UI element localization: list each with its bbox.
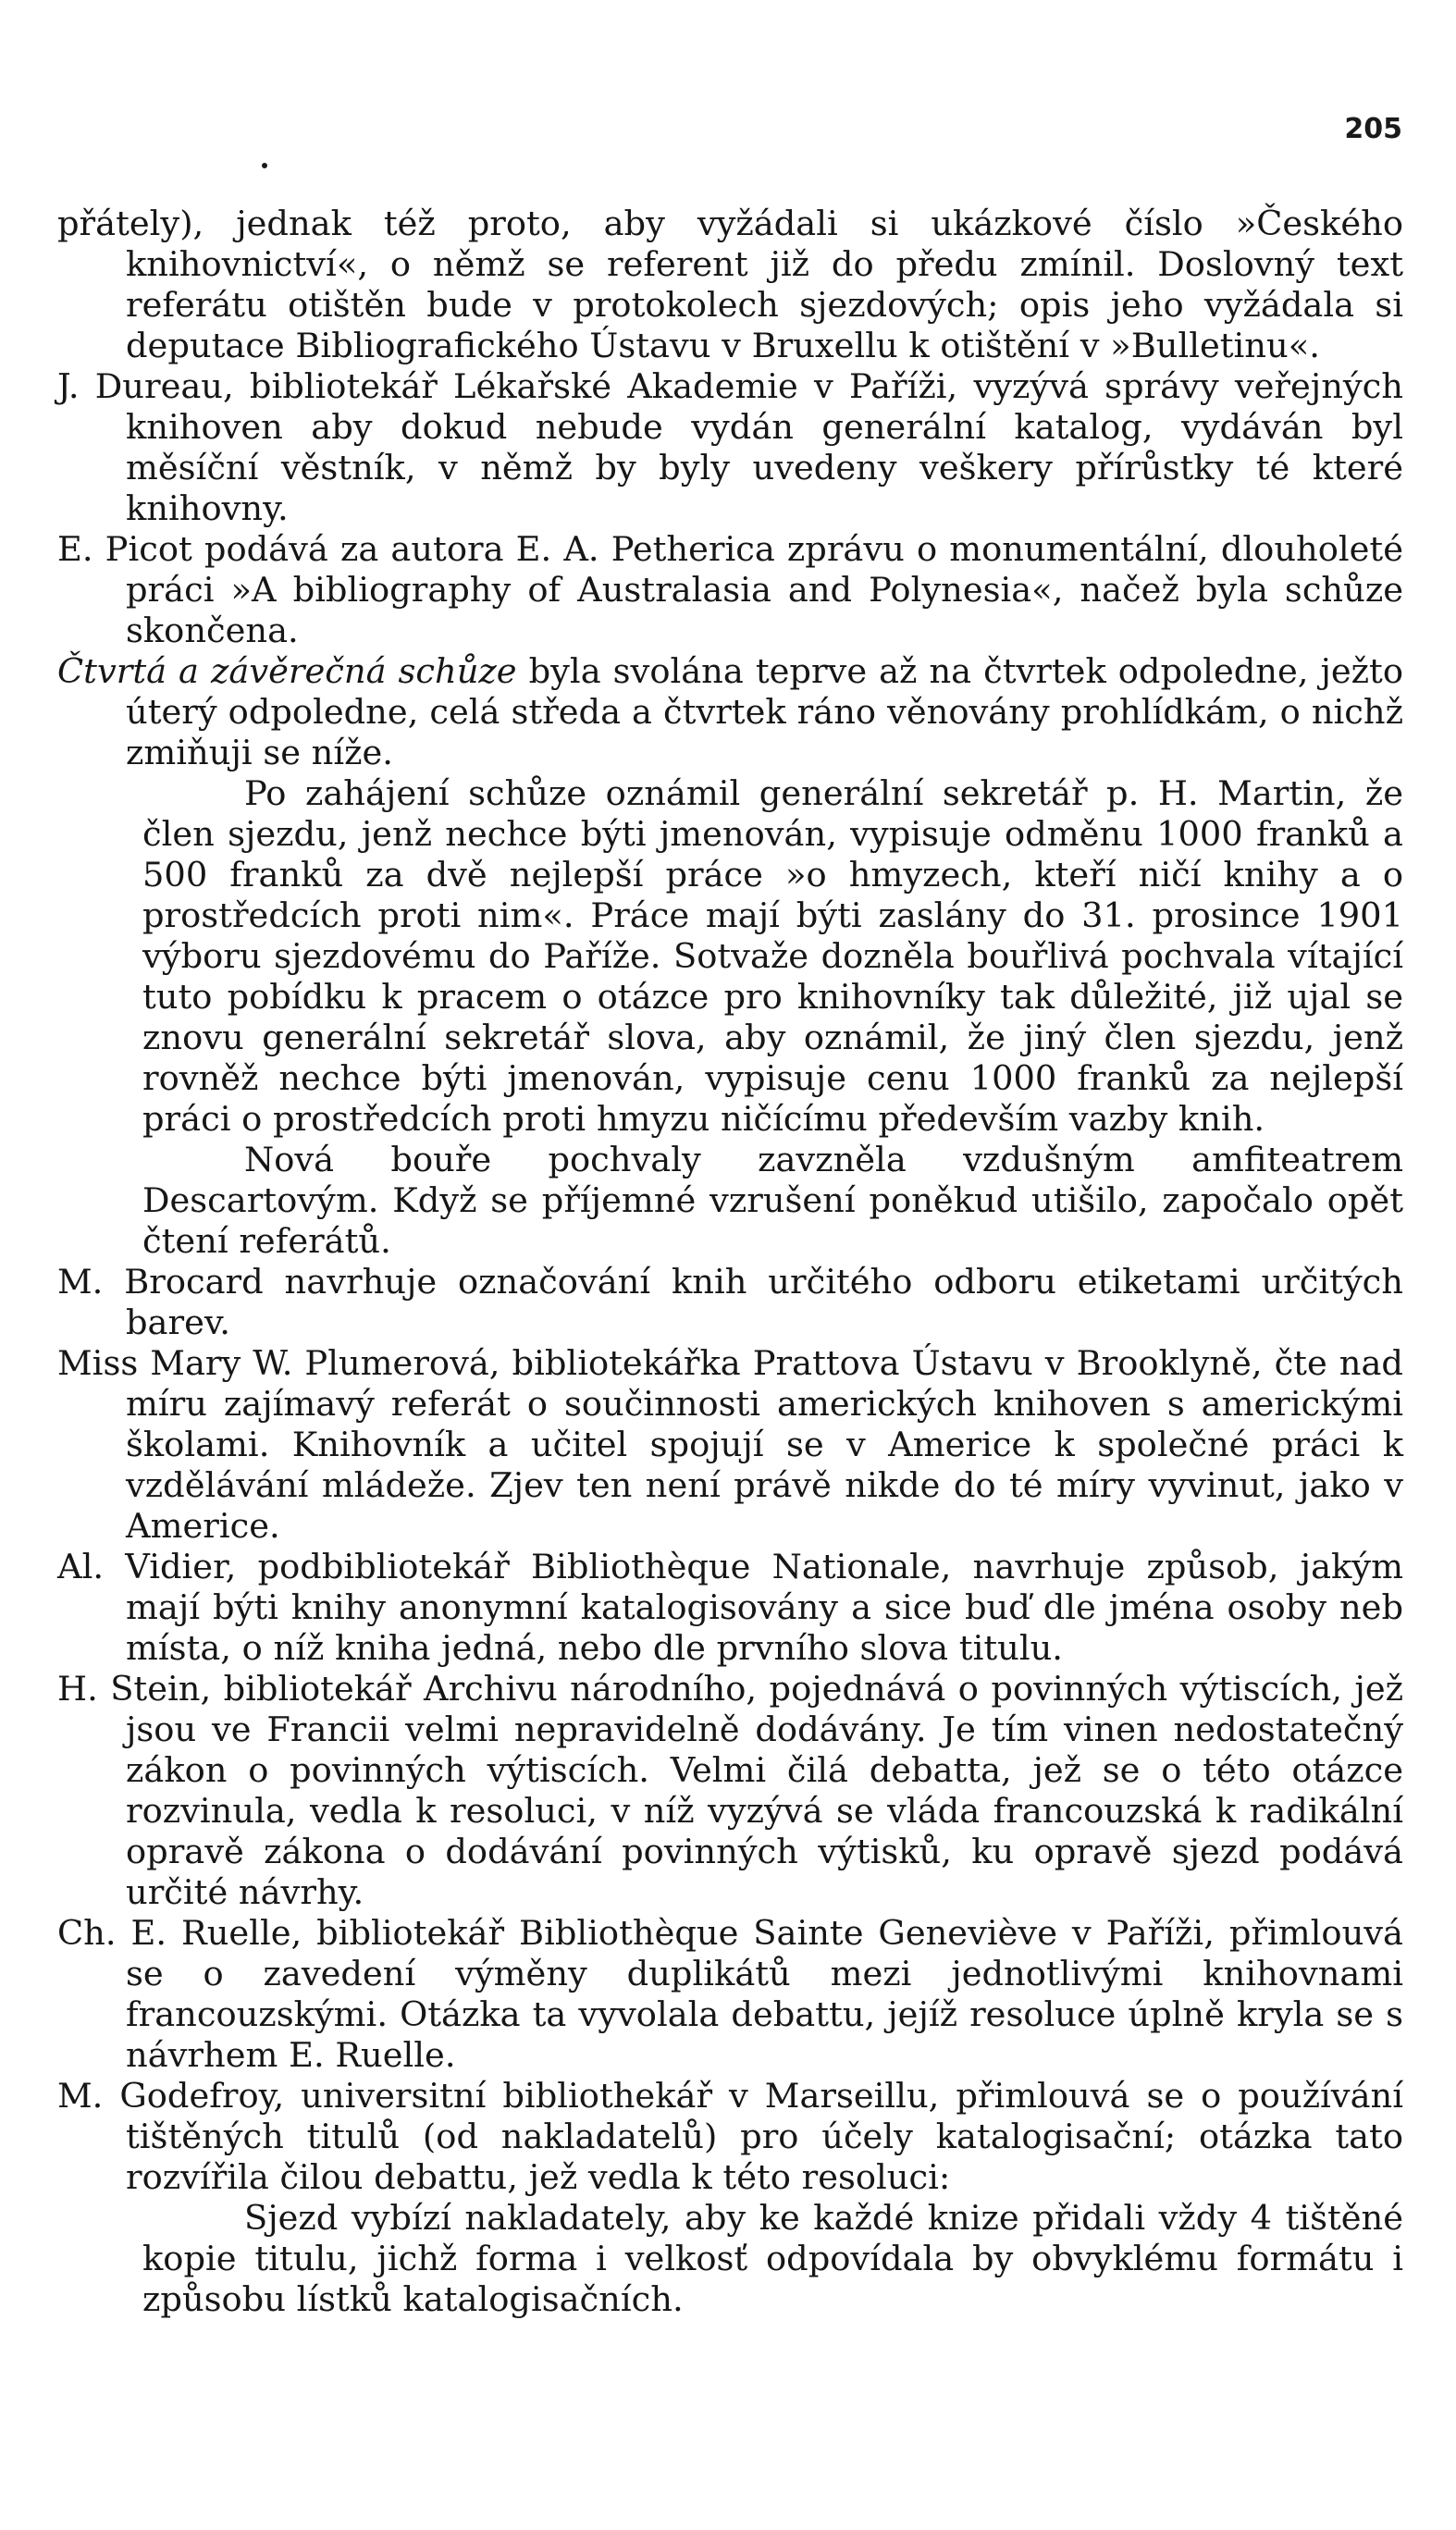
- paragraph-plumerova: Miss Mary W. Plumerová, bibliotekářka Prattova Ústavu v Brooklyně, čte nad míru zajímavý referát o součinnosti amerických knihoven s americkými školami. Knihovník a učitel spojují se v Americe k společné práci k vzdělávání mládeže. Zjev ten není právě nikde do té míry vyvinut, jako v Americe.: [57, 1343, 1403, 1546]
- paragraph-ruelle: Ch. E. Ruelle, bibliotekář Bibliothèque Sainte Geneviève v Paříži, přimlouvá se o zavedení výměny duplikátů mezi jednotlivými knihovnami francouzskými. Otázka ta vyvolala debattu, jejíž resoluce úplně kryla se s návrhem E. Ruelle.: [57, 1913, 1403, 2075]
- paragraph-picot: E. Picot podává za autora E. A. Petherica zprávu o monumentální, dlouholeté práci »A bibliography of Australasia and Polynesia«, načež byla schůze skončena.: [57, 529, 1403, 650]
- print-speck: [262, 163, 267, 168]
- paragraph-godefroy: M. Godefroy, universitní bibliothekář v Marseillu, přimlouvá se o používání tištěných titulů (od nakladatelů) pro účely katalogisační; otázka tato rozvířila čilou debattu, jež vedla k této resoluci:: [57, 2076, 1403, 2197]
- page-body: [57, 204, 1403, 2320]
- session-text: byla svolána teprve až na čtvrtek odpoledne, ježto úterý odpoledne, celá středa a čtvrtek ráno věnovány prohlídkám, o nichž zmiňuji se níže.: [126, 651, 1403, 772]
- page-number: 205: [1344, 113, 1402, 145]
- paragraph-stein: H. Stein, bibliotekář Archivu národního, pojednává o povinných výtiscích, jež jsou ve Francii velmi nepravidelně dodávány. Je tím vinen nedostatečný zákon o povinných výtiscích. Velmi čilá debatta, jež se o této otázce rozvinula, vedla k resoluci, v níž vyzývá se vláda francouzská k radikální opravě zákona o dodávání povinných výtisků, ku opravě sjezd podává určité návrhy.: [57, 1669, 1403, 1912]
- session-heading: Čtvrtá a závěrečná schůze: [57, 651, 517, 691]
- paragraph-vidier: Al. Vidier, podbibliotekář Bibliothèque Nationale, navrhuje způsob, jakým mají býti knihy anonymní katalogisovány a sice buď dle jména osoby neb místa, o níž kniha jedná, nebo dle prvního slova titulu.: [57, 1547, 1403, 1668]
- paragraph-applause: Nová bouře pochvaly zavzněla vzdušným amfiteatrem Descartovým. Když se příjemné vzrušení poněkud utišilo, započalo opět čtení referátů.: [142, 1140, 1403, 1261]
- paragraph-fourth-session: [57, 651, 1403, 773]
- paragraph-prize-announcement: Po zahájení schůze oznámil generální sekretář p. H. Martin, že člen sjezdu, jenž nechce býti jmenován, vypisuje odměnu 1000 franků a 500 franků za dvě nejlepší práce »o hmyzech, kteří ničí knihy a o prostředcích proti nim«. Práce mají býti zaslány do 31. prosince 1901 výboru sjezdovému do Paříže. Sotvaže dozněla bouřlivá pochvala vítající tuto pobídku k pracem o otázce pro knihovníky tak důležité, již ujal se znovu generální sekretář slova, aby oznámil, že jiný člen sjezdu, jenž rovněž nechce býti jmenován, vypisuje cenu 1000 franků za nejlepší práci o prostředcích proti hmyzu ničícímu především vazby knih.: [142, 773, 1403, 1139]
- paragraph-continuation: přátely), jednak též proto, aby vyžádali si ukázkové číslo »Českého knihovnictví«, o němž se referent již do předu zmínil. Doslovný text referátu otištěn bude v protokolech sjezdových; opis jeho vyžádala si deputace Bibliografického Ústavu v Bruxellu k otištění v »Bulletinu«.: [57, 204, 1403, 365]
- resolution-quote: Sjezd vybízí nakladately, aby ke každé knize přidali vždy 4 tištěné kopie titulu, jichž forma i velkosť odpovídala by obvyklému formátu i způsobu lístků katalogisačních.: [142, 2198, 1403, 2319]
- paragraph-brocard: M. Brocard navrhuje označování knih určitého odboru etiketami určitých barev.: [57, 1262, 1403, 1342]
- paragraph-dureau: J. Dureau, bibliotekář Lékařské Akademie v Paříži, vyzývá správy veřejných knihoven aby dokud nebude vydán generální katalog, vydáván byl měsíční věstník, v němž by byly uvedeny veškery přírůstky té které knihovny.: [57, 366, 1403, 528]
